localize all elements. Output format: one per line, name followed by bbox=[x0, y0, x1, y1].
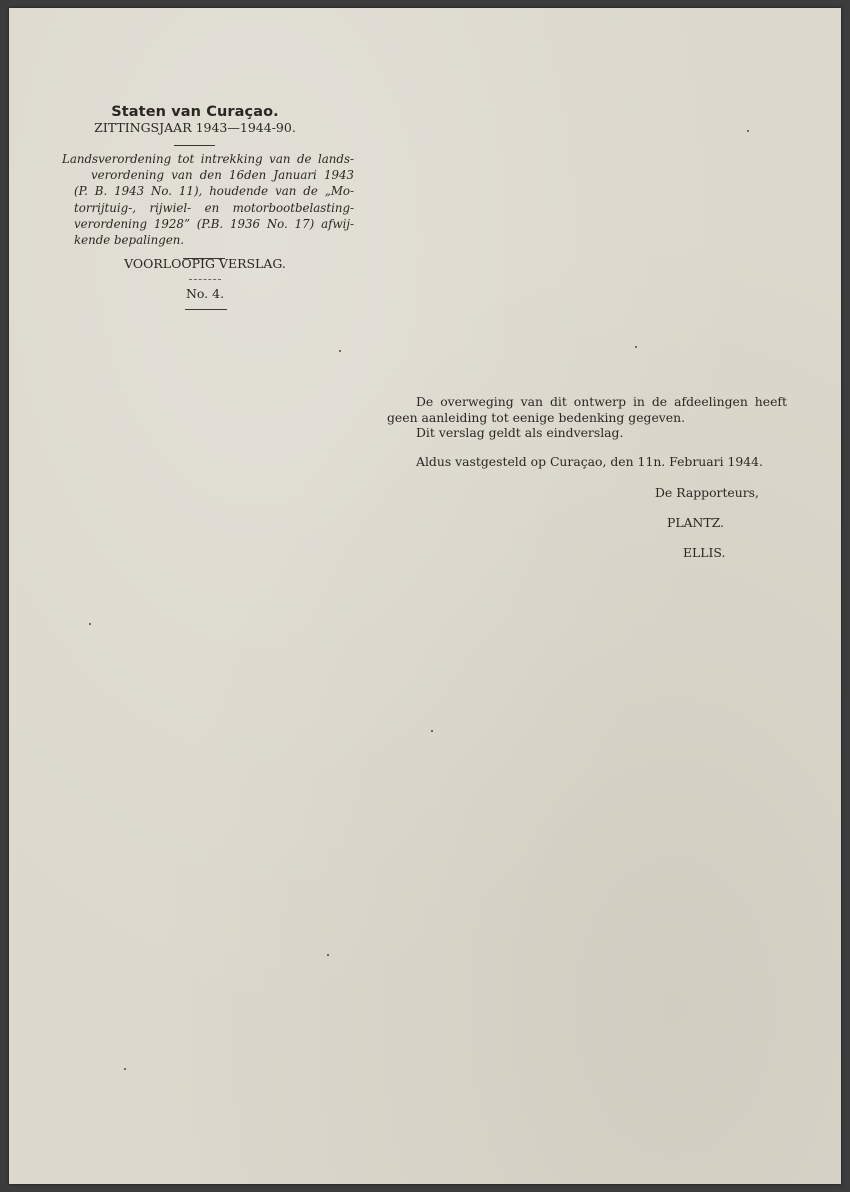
report-body bbox=[387, 394, 787, 441]
subject-line: Landsverordening tot intrekking van de lands- bbox=[62, 152, 354, 166]
signature-name: ELLIS. bbox=[683, 545, 726, 560]
subject-line: verordening van den 16den Januari 1943 bbox=[91, 168, 354, 183]
divider bbox=[189, 279, 221, 280]
subject-line: torrijtuig-, rijwiel- en motorbootbelasting- bbox=[74, 200, 354, 215]
paper-speck bbox=[431, 730, 433, 732]
report-type: VOORLOOPIG VERSLAG. bbox=[124, 256, 286, 271]
paper-speck bbox=[327, 954, 329, 956]
body-line: De overweging van dit ontwerp in de afdeelingen heeft bbox=[416, 394, 787, 409]
paper-speck bbox=[747, 130, 749, 132]
body-line: Dit verslag geldt als eindverslag. bbox=[416, 425, 624, 441]
body-line: geen aanleiding tot eenige bedenking gegeven. bbox=[387, 409, 686, 425]
subject-line: kende bepalingen. bbox=[74, 233, 185, 248]
subject-title bbox=[62, 151, 354, 248]
subject-line: (P. B. 1943 No. 11), houdende van de „Mo- bbox=[74, 184, 354, 199]
organization-title: Staten van Curaçao. bbox=[111, 104, 279, 120]
paper-speck bbox=[635, 346, 637, 348]
divider bbox=[174, 145, 215, 146]
document-page bbox=[9, 8, 841, 1184]
paper-speck bbox=[124, 1068, 126, 1070]
adoption-statement: Aldus vastgesteld op Curaçao, den 11n. Februari 1944. bbox=[416, 454, 763, 469]
session-year: ZITTINGSJAAR 1943—1944-90. bbox=[94, 120, 296, 135]
report-number: No. 4. bbox=[185, 286, 225, 301]
paper-speck bbox=[339, 350, 341, 352]
signature-name: PLANTZ. bbox=[667, 515, 724, 530]
rapporteurs-label: De Rapporteurs, bbox=[655, 485, 759, 500]
divider bbox=[185, 309, 227, 310]
subject-line: verordening 1928” (P.B. 1936 No. 17) afwij- bbox=[74, 216, 354, 231]
paper-speck bbox=[89, 623, 91, 625]
